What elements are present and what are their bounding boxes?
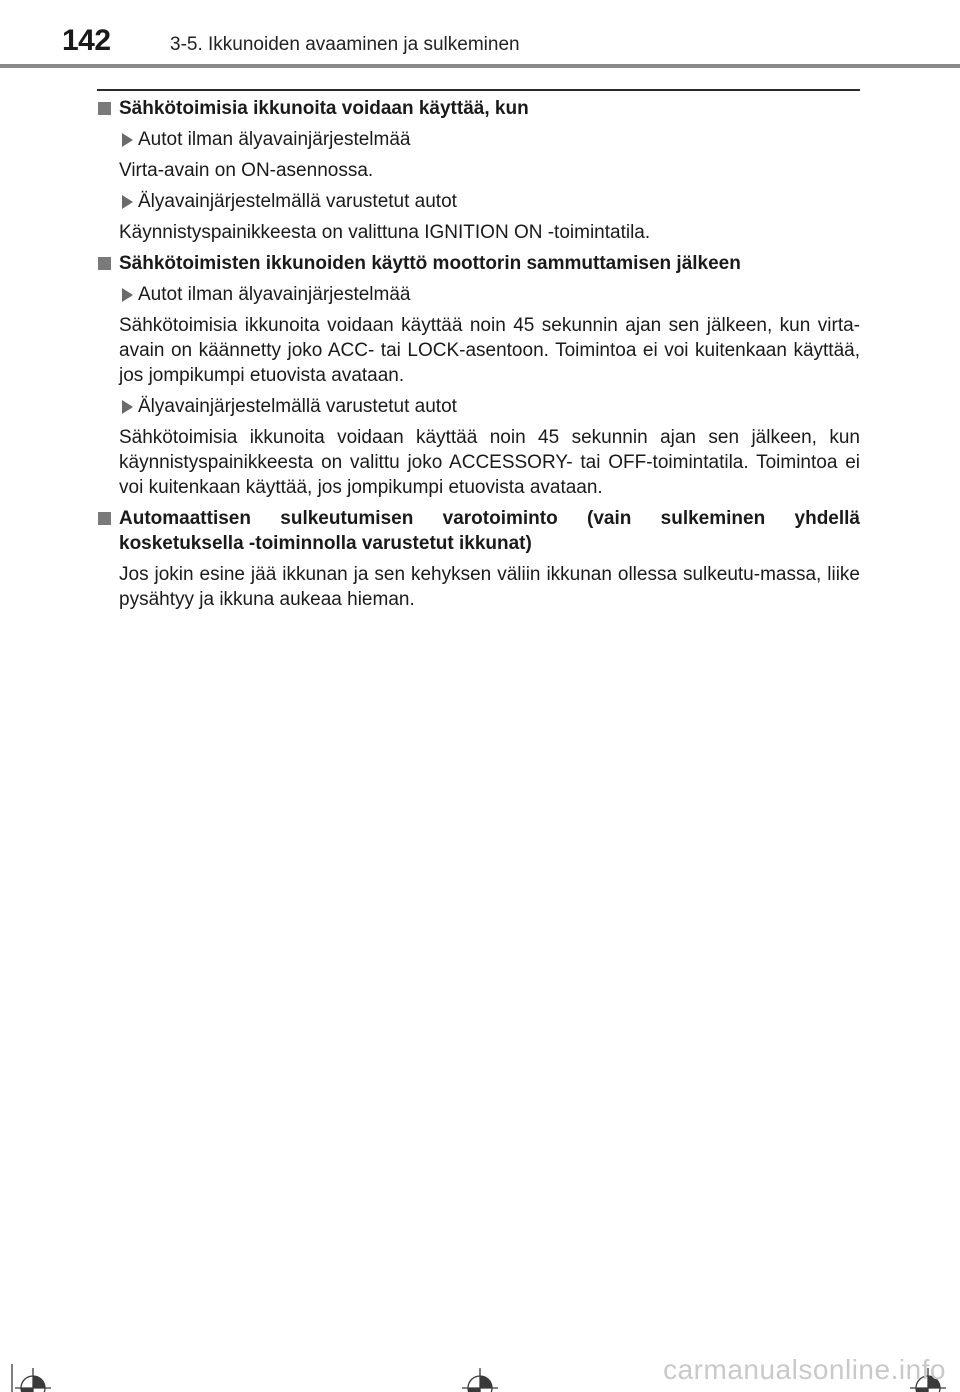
sub-heading — [97, 189, 860, 214]
section-heading-text: Sähkötoimisia ikkunoita voidaan käyttää, kun — [119, 98, 529, 119]
content-top-rule — [97, 89, 860, 91]
section-heading-text: Sähkötoimisten ikkunoiden käyttö moottorin sammuttamisen jälkeen — [119, 253, 741, 274]
triangle-right-icon — [122, 400, 133, 414]
section-heading-text: Automaattisen sulkeutumisen varotoiminto (vain sulkeminen yhdellä kosketuksella -toiminnolla varustetut ikkunat) — [119, 508, 860, 554]
sub-heading-text: Älyavainjärjestelmällä varustetut autot — [138, 191, 457, 212]
triangle-right-icon — [122, 288, 133, 302]
section-heading — [97, 251, 860, 276]
body-paragraph: Käynnistyspainikkeesta on valittuna IGNITION ON -toimintatila. — [119, 222, 651, 243]
sub-heading — [97, 394, 860, 419]
body-paragraph: Sähkötoimisia ikkunoita voidaan käyttää noin 45 sekunnin ajan sen jälkeen, kun virta-avain on käännetty joko ACC- tai LOCK-asentoon. Toimintoa ei voi kuitenkaan käyttää, jos jompikumpi etuovista avataan. — [119, 315, 860, 386]
header-rule — [0, 64, 960, 68]
sub-heading — [97, 282, 860, 307]
body-paragraph: Sähkötoimisia ikkunoita voidaan käyttää noin 45 sekunnin ajan sen jälkeen, kun käynnistyspainikkeesta on valittu joko ACCESSORY- tai OFF-toimintatila. Toimintoa ei voi kuitenkaan käyttää, jos jompikumpi etuovista avataan. — [119, 427, 860, 498]
section-heading — [97, 96, 860, 121]
body-paragraph: Virta-avain on ON-asennossa. — [119, 160, 374, 181]
section-title: 3-5. Ikkunoiden avaaminen ja sulkeminen — [170, 34, 520, 55]
triangle-right-icon — [122, 195, 133, 209]
triangle-right-icon — [122, 133, 133, 147]
square-bullet-icon — [98, 512, 111, 525]
sub-heading-text: Autot ilman älyavainjärjestelmää — [138, 129, 411, 150]
page-number: 142 — [62, 24, 111, 57]
page-header — [0, 0, 960, 70]
watermark: carmanualsonline.info — [663, 1354, 946, 1385]
sub-heading — [97, 127, 860, 152]
square-bullet-icon — [98, 257, 111, 270]
sub-heading-text: Älyavainjärjestelmällä varustetut autot — [138, 396, 457, 417]
page-content — [97, 96, 860, 618]
sub-heading-text: Autot ilman älyavainjärjestelmää — [138, 284, 411, 305]
square-bullet-icon — [98, 102, 111, 115]
body-paragraph: Jos jokin esine jää ikkunan ja sen kehyksen väliin ikkunan ollessa sulkeutu-massa, liike pysähtyy ja ikkuna aukeaa hieman. — [119, 564, 860, 610]
section-heading — [97, 506, 860, 556]
